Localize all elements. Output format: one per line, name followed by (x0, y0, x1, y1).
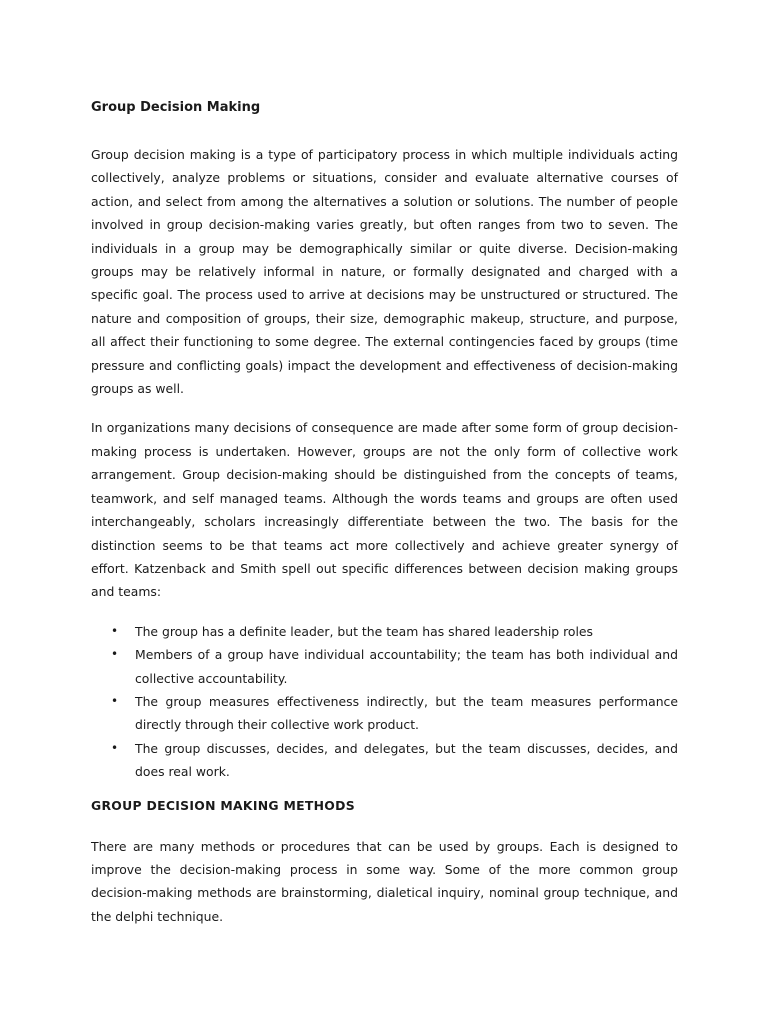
list-item-text: Members of a group have individual accountability; the team has both individual and collective accountability. (135, 647, 678, 686)
differences-list (91, 620, 678, 784)
list-item (91, 620, 678, 643)
bullet-icon: • (111, 740, 119, 755)
section-heading: GROUP DECISION MAKING METHODS (91, 797, 355, 813)
list-item (91, 690, 678, 737)
list-item (91, 737, 678, 784)
bullet-icon: • (111, 647, 119, 662)
intro-paragraph: Group decision making is a type of participatory process in which multiple individuals acting collectively, analyze problems or situations, consider and evaluate alternative courses of action, and select from among the alternatives a solution or solutions. The number of people involved in group decision-making varies greatly, but often ranges from two to seven. The individuals in a group may be demographically similar or quite diverse. Decision-making groups may be relatively informal in nature, or formally designated and charged with a specific goal. The process used to arrive at decisions may be unstructured or structured. The nature and composition of groups, their size, demographic makeup, structure, and purpose, all affect their functioning to some degree. The external contingencies faced by groups (time pressure and conflicting goals) impact the development and effectiveness of decision-making groups as well. (91, 147, 678, 397)
methods-paragraph: There are many methods or procedures that can be used by groups. Each is designed to improve the decision-making process in some way. Some of the more common group decision-making methods are brainstorming, dialetical inquiry, nominal group technique, and the delphi technique. (91, 838, 678, 924)
list-item-text: The group discusses, decides, and delegates, but the team discusses, decides, and does real work. (135, 740, 678, 780)
document-title: Group Decision Making (91, 100, 261, 115)
document-page (91, 96, 678, 944)
list-item-text: The group measures effectiveness indirectly, but the team measures performance directly through their collective work product. (135, 693, 678, 733)
bullet-icon: • (111, 623, 119, 638)
list-item-text: The group has a definite leader, but the team has shared leadership roles (135, 623, 593, 639)
organizations-paragraph: In organizations many decisions of consequence are made after some form of group decision-making process is undertaken. However, groups are not the only form of collective work arrangement. Group decision-making should be distinguished from the concepts of teams, teamwork, and self managed teams. Although the words teams and groups are often used interchangeably, scholars increasingly differentiate between the two. The basis for the distinction seems to be that teams act more collectively and achieve greater synergy of effort. Katzenback and Smith spell out specific differences between decision making groups and teams: (91, 420, 678, 600)
list-item (91, 643, 678, 690)
bullet-icon: • (111, 693, 119, 708)
